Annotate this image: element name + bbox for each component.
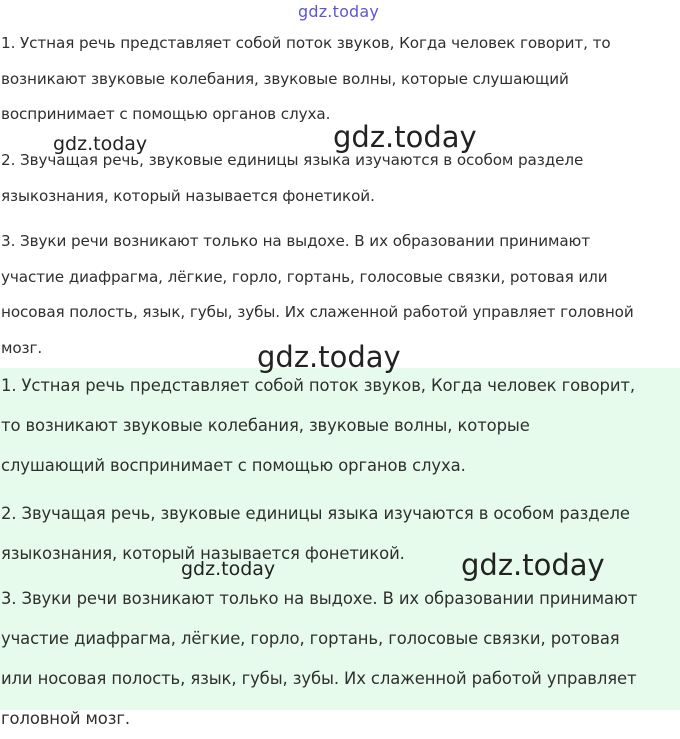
text-line: мозг.: [1, 338, 43, 357]
answer-block-highlighted: [0, 368, 680, 728]
watermark-large: gdz.today: [461, 548, 605, 582]
watermark-small: gdz.today: [53, 133, 148, 155]
text-line: то возникают звуковые колебания, звуковые волны, которые: [1, 416, 530, 435]
text-line: языкознания, который называется фонетикой.: [1, 544, 405, 563]
text-line: языкознания, который называется фонетикой.: [1, 186, 375, 205]
answer-block-plain: [0, 0, 680, 368]
text-line: 1. Устная речь представляет собой поток звуков, Когда человек говорит, то: [1, 34, 611, 52]
watermark-large: gdz.today: [257, 340, 401, 374]
paragraph-1: [1, 366, 635, 486]
text-line: 2. Звучащая речь, звуковые единицы языка изучаются в особом разделе: [1, 504, 630, 523]
watermark-top: gdz.today: [298, 2, 380, 21]
paragraph-1: [1, 26, 611, 133]
text-line: 3. Звуки речи возникают только на выдохе. В их образовании принимают: [1, 232, 590, 250]
text-line: носовая полость, язык, губы, зубы. Их слаженной работой управляет головной: [1, 303, 634, 321]
watermark-large: gdz.today: [333, 120, 477, 154]
text-line: воспринимает с помощью органов слуха.: [1, 105, 331, 123]
text-line: головной мозг.: [1, 709, 130, 728]
text-line: возникают звуковые колебания, звуковые волны, которые слушающий: [1, 69, 569, 88]
text-line: слушающий воспринимает с помощью органов слуха.: [1, 456, 466, 475]
watermark-small: gdz.today: [181, 558, 276, 580]
text-line: 1. Устная речь представляет собой поток звуков, Когда человек говорит,: [1, 376, 635, 395]
paragraph-3: [1, 579, 637, 739]
text-line: 2. Звучащая речь, звуковые единицы языка изучаются в особом разделе: [1, 151, 584, 169]
text-line: участие диафрагма, лёгкие, горло, гортань, голосовые связки, ротовая: [1, 629, 620, 648]
text-line: или носовая полость, язык, губы, зубы. Их слаженной работой управляет: [1, 669, 637, 688]
text-line: участие диафрагма, лёгкие, горло, гортань, голосовые связки, ротовая или: [1, 267, 608, 286]
text-line: 3. Звуки речи возникают только на выдохе. В их образовании принимают: [1, 589, 638, 608]
